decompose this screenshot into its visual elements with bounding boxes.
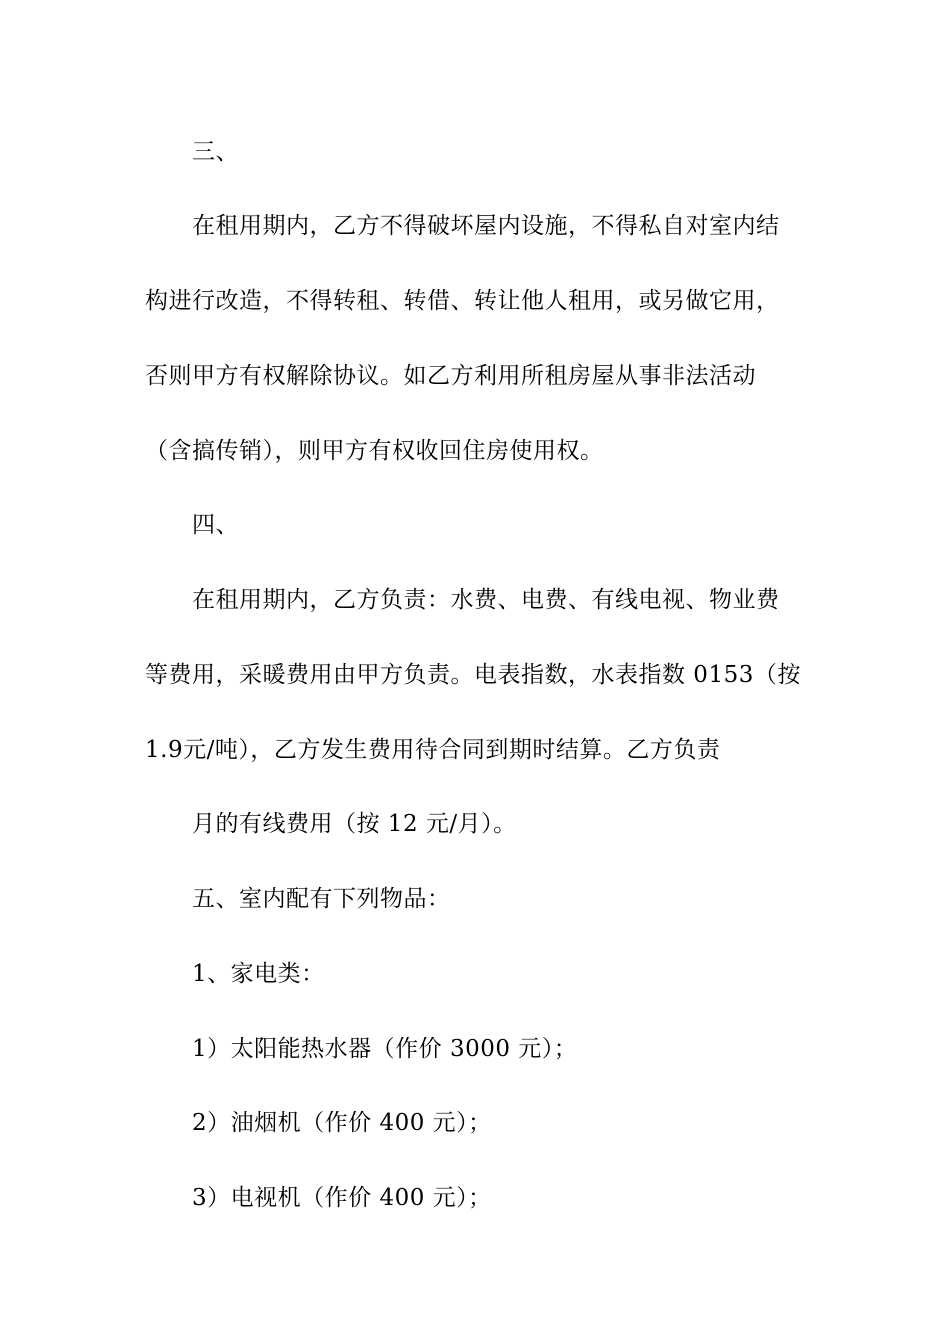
list-item: 1）太阳能热水器（作价 3000 元）； <box>192 1036 578 1062</box>
list-item: 3）电视机（作价 400 元）； <box>192 1185 492 1211</box>
section-heading-five: 五、室内配有下列物品： <box>192 886 451 912</box>
paragraph-line: （含搞传销），则甲方有权收回住房使用权。 <box>145 438 604 464</box>
paragraph-line: 月的有线费用（按 12 元/月）。 <box>192 811 517 837</box>
list-item: 2）油烟机（作价 400 元）； <box>192 1110 492 1136</box>
section-heading-four: 四、 <box>192 512 239 538</box>
paragraph-line: 在租用期内，乙方不得破坏屋内设施，不得私自对室内结 <box>192 213 780 239</box>
paragraph-line: 在租用期内，乙方负责：水费、电费、有线电视、物业费 <box>192 587 780 613</box>
paragraph-line: 1.9元/吨），乙方发生费用待合同到期时结算。乙方负责 <box>145 737 721 763</box>
paragraph-line: 否则甲方有权解除协议。如乙方利用所租房屋从事非法活动 <box>145 363 756 389</box>
paragraph-line: 构进行改造，不得转租、转借、转让他人租用，或另做它用， <box>145 288 780 314</box>
section-heading-three: 三、 <box>192 139 239 165</box>
list-heading: 1、家电类： <box>192 961 325 987</box>
paragraph-line: 等费用，采暖费用由甲方负责。电表指数，水表指数 0153（按 <box>145 662 801 688</box>
